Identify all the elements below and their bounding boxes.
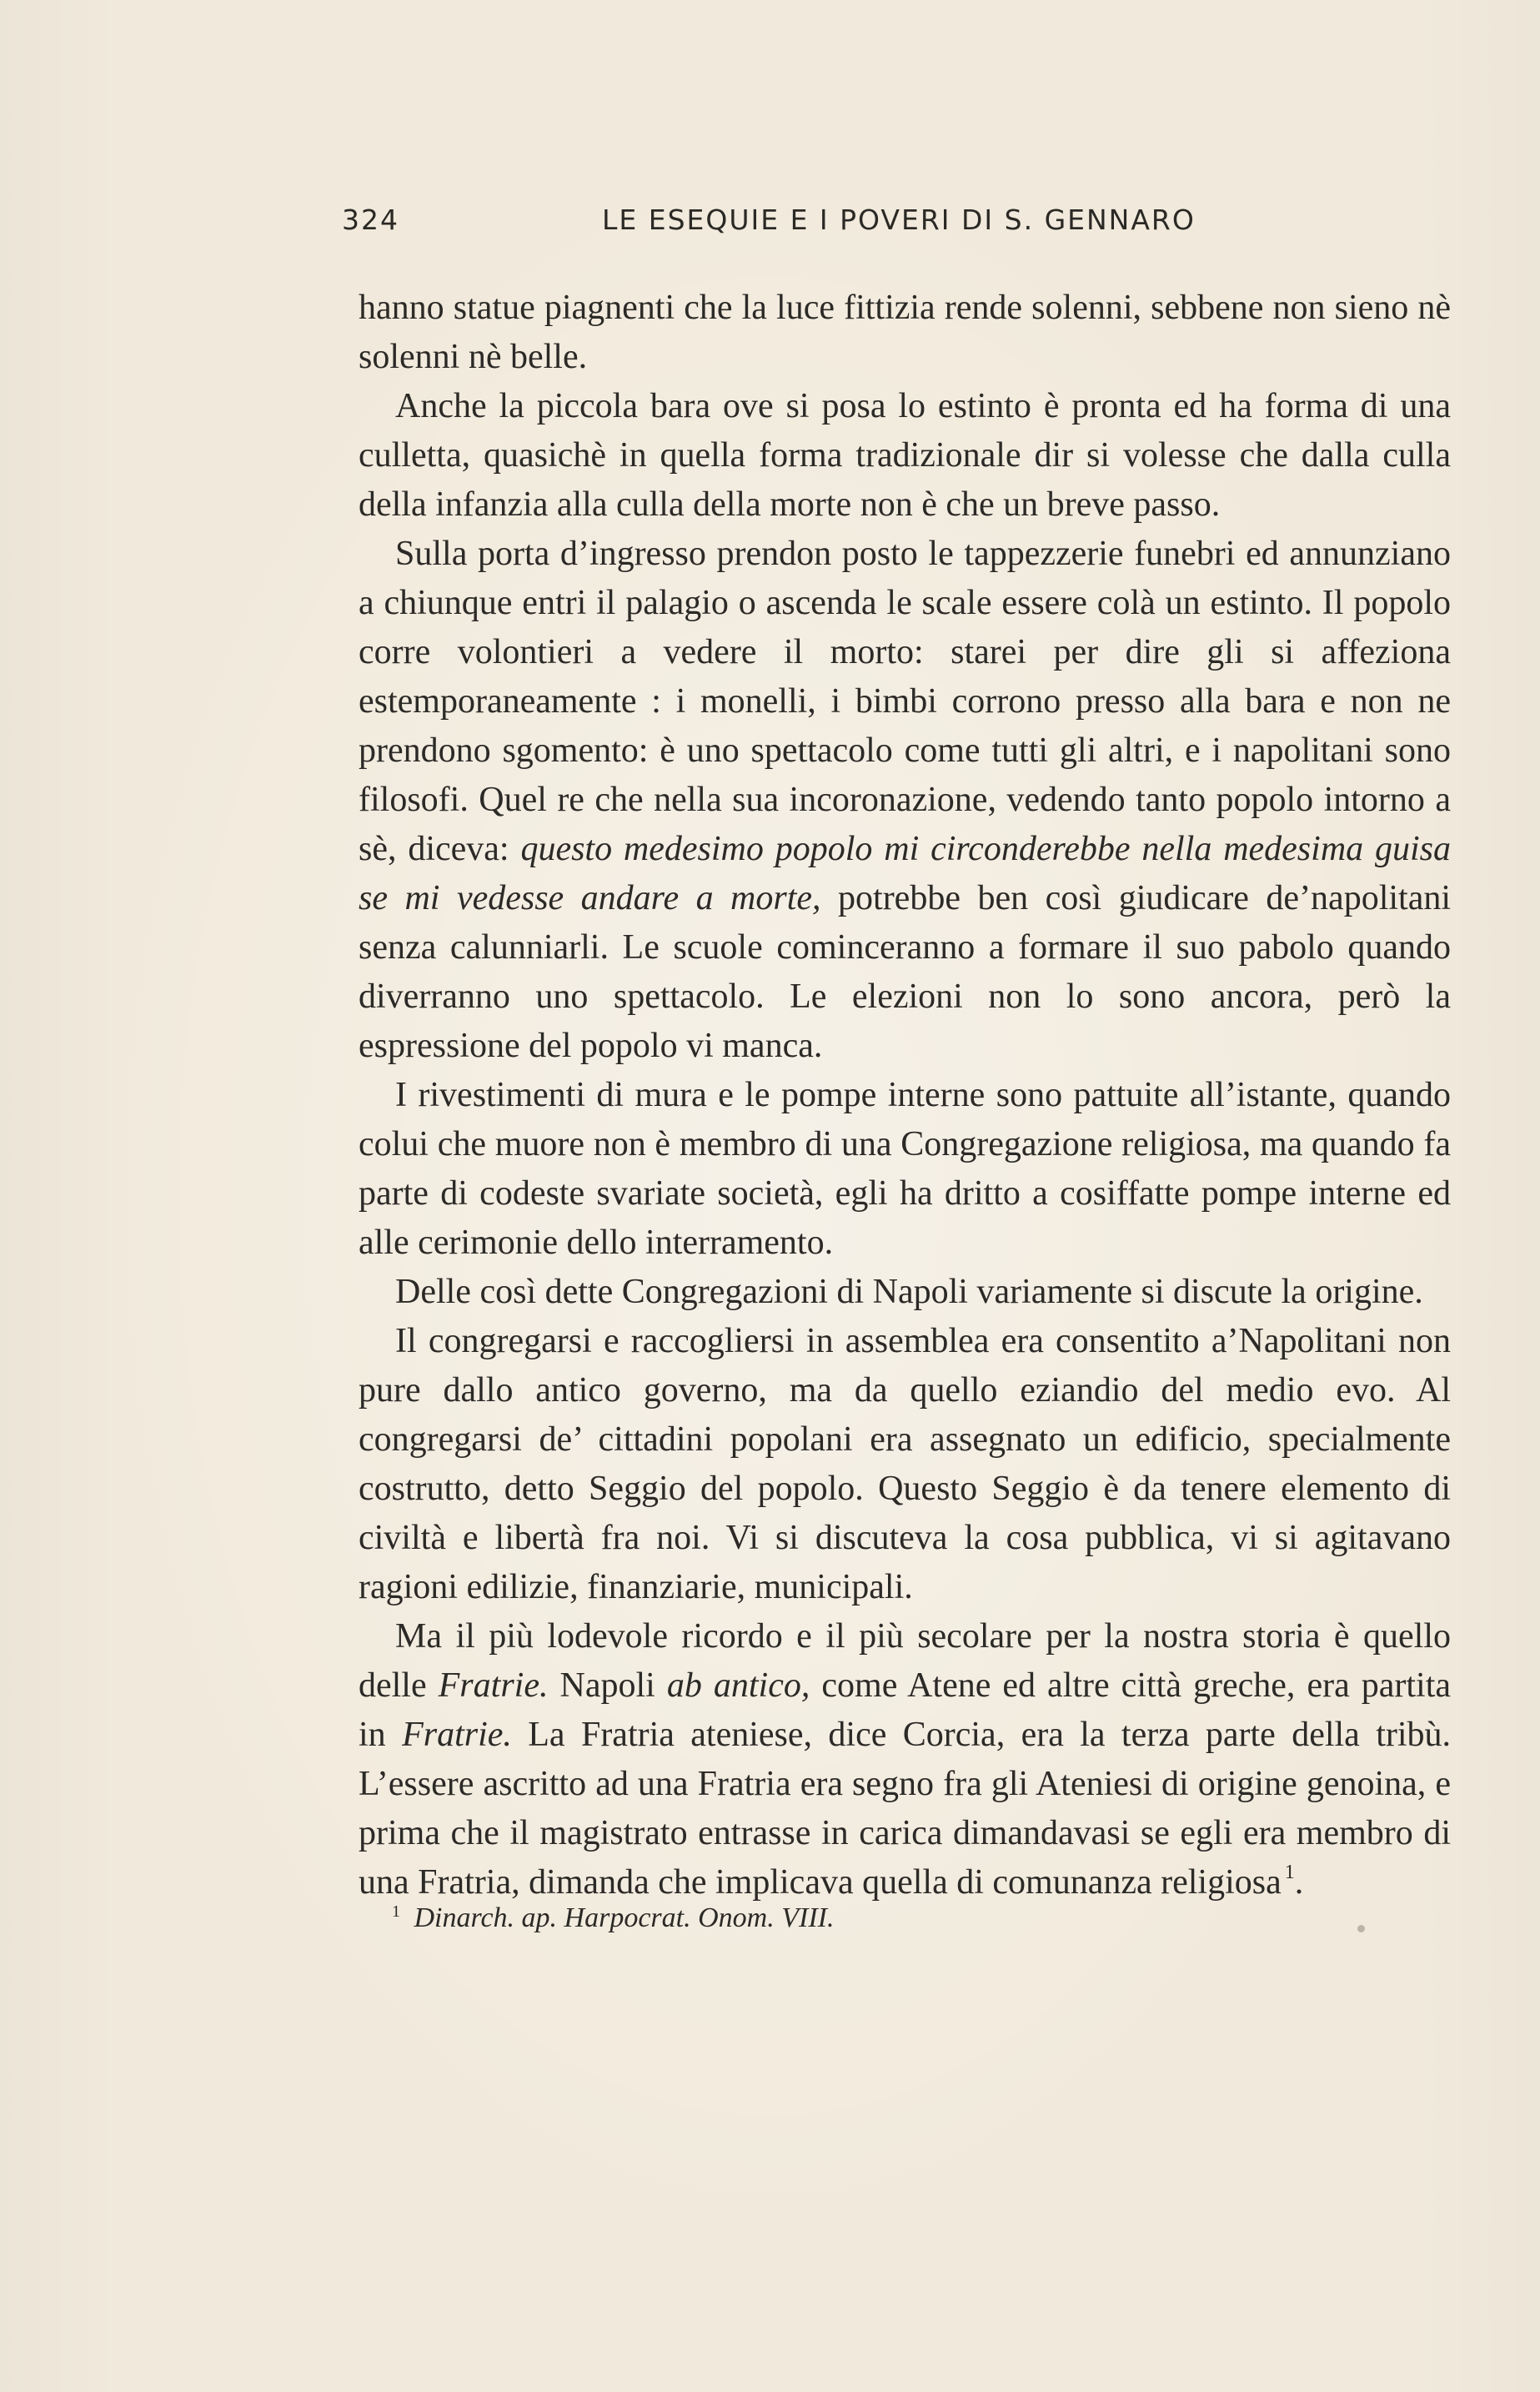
footnote-text: Dinarch. ap. Harpocrat. Onom. VIII. [414,1902,835,1933]
paragraph-1: hanno statue piagnenti che la luce fittizia rende solenni, sebbene non sieno nè solenni nè belle. [359,289,1451,376]
paragraph-7-part-3: come Atene ed altre città greche, era partita in [359,1666,1452,1754]
paragraph-7-part-4: La Fratria ateniese, dice Corcia, era la terza parte della tribù. L’essere ascritto ad una Fratria era segno fra gli Ateniesi di origine genoina, e prima che il magistrato entrasse in carica dimandavasi se egli era membro di una Fratria, dimanda che implicava quella di comunanza religiosa [359,1716,1452,1902]
paragraph-7-italic-3: Fratrie. [402,1716,512,1754]
paragraph-7-italic-2: ab antico, [666,1666,810,1705]
paragraph-3 [359,530,1451,1071]
paragraph-3-italic: questo medesimo popolo mi circonderebbe nella medesima guisa se mi vedesse andare a morte, [359,830,1452,917]
paragraph-7-part-2: Napoli [559,1666,655,1705]
paragraph-7-end: . [1294,1863,1304,1902]
paragraph-2: Anche la piccola bara ove si posa lo estinto è pronta ed ha forma di una culletta, quasichè in quella forma tradizionale dir si volesse che dalla culla della infanzia alla culla della morte non è che un breve passo. [359,387,1451,524]
paragraph-4: I rivestimenti di mura e le pompe interne sono pattuite all’istante, quando colui che muore non è membro di una Congregazione religiosa, ma quando fa parte di codeste svariate società, egli ha dritto a cosiffatte pompe interne ed alle cerimonie dello interramento. [359,1076,1451,1262]
paragraph-7-part-1: Ma il più lodevole ricordo e il più secolare per la nostra storia è quello delle [359,1617,1451,1705]
main-text [359,284,1451,1912]
paragraph-7-italic-1: Fratrie. [438,1666,549,1705]
footnote-reference: 1 [1284,1862,1295,1883]
paragraph-3-before: Sulla porta d’ingresso prendon posto le tappezzerie funebri ed annunziano a chiunque entri il palagio o ascenda le scale essere colà un estinto. Il popolo corre volontieri a vedere il morto: starei per dire gli si affeziona estemporaneamente : i monelli, i bimbi corrono presso alla bara e non ne prendono sgomento: è uno spettacolo come tutti gli altri, e i napolitani sono filosofi. Quel re che nella sua incoronazione, vedendo tanto popolo intorno a sè, diceva: [359,535,1451,868]
paragraph-3-after: potrebbe ben così giudicare de’napolitani senza calunniarli. Le scuole cominceranno a formare il suo pabolo quando diverranno uno spettacolo. Le elezioni non lo sono ancora, però la espressione del popolo vi manca. [359,879,1452,1065]
running-title: LE ESEQUIE E I POVERI DI S. GENNARO [602,204,1196,236]
paragraph-6: Il congregarsi e raccogliersi in assemblea era consentito a’Napolitani non pure dallo antico governo, ma da quello eziandio del medio evo. Al congregarsi de’ cittadini popolani era assegnato un edificio, specialmente costrutto, detto Seggio del popolo. Questo Seggio è da tenere elemento di civiltà e libertà fra noi. Vi si discuteva la cosa pubblica, vi si agitavano ragioni edilizie, finanziarie, municipali. [359,1322,1451,1606]
footnote-mark: 1 [392,1902,400,1921]
paragraph-7 [359,1612,1451,1912]
page-header [342,204,1196,247]
ink-speck [1357,1925,1365,1932]
paragraph-5: Delle così dette Congregazioni di Napoli variamente si discute la origine. [395,1273,1423,1311]
footnote [392,1900,1376,1940]
page-number: 324 [342,204,399,236]
